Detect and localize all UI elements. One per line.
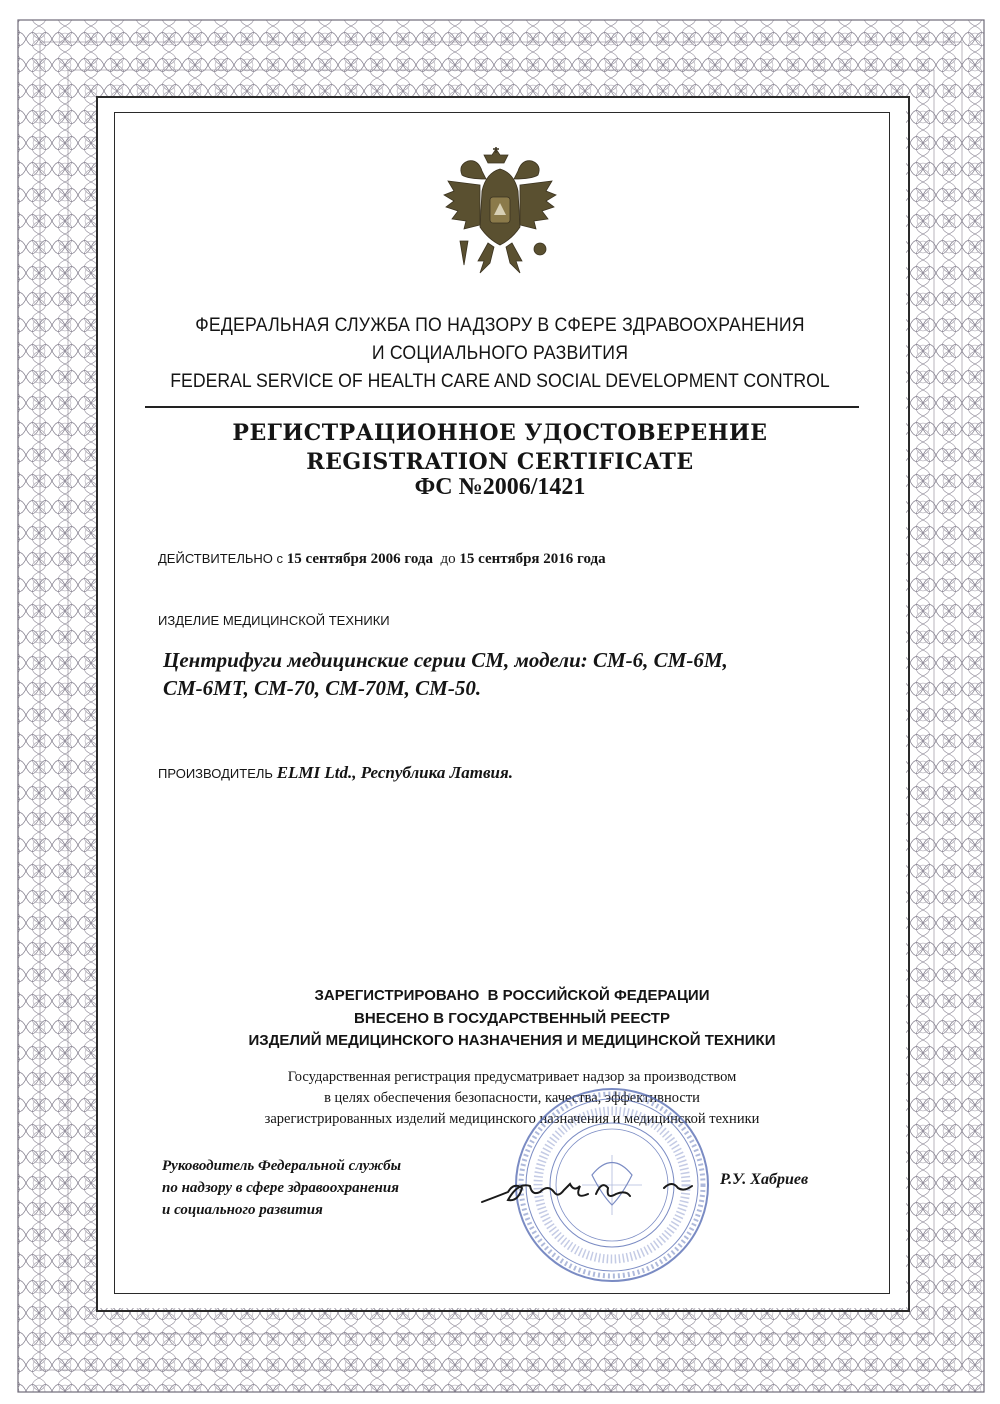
validity-from: 15 сентября 2006 года <box>286 551 434 567</box>
manufacturer-label: ПРОИЗВОДИТЕЛЬ <box>158 766 273 781</box>
signatory-title-line2: по надзору в сфере здравоохранения <box>162 1180 399 1196</box>
header-divider <box>145 406 859 408</box>
registration-note-line3: зарегистрированных изделий медицинского назначения и медицинской техники <box>264 1111 760 1127</box>
product-label: ИЗДЕЛИЕ МЕДИЦИНСКОЙ ТЕХНИКИ <box>158 613 390 628</box>
product-name-line1: Центрифуги медицинские серии СМ, модели: СМ-6, СМ-6М, <box>163 648 728 672</box>
registration-line3: ИЗДЕЛИЙ МЕДИЦИНСКОГО НАЗНАЧЕНИЯ И МЕДИЦИНСКОЙ ТЕХНИКИ <box>248 1032 776 1049</box>
validity-to-label: до <box>440 551 456 567</box>
signatory-name: Р.У. Хабриев <box>720 1171 809 1188</box>
certificate-number: ФС №2006/1421 <box>414 474 586 500</box>
registration-note-line2: в целях обеспечения безопасности, качества, эффективности <box>324 1090 700 1106</box>
signatory-title-line1: Руководитель Федеральной службы <box>162 1158 402 1174</box>
validity-label: ДЕЙСТВИТЕЛЬНО с <box>158 551 284 566</box>
manufacturer-line <box>158 763 513 783</box>
manufacturer-value: ELMI Ltd., Республика Латвия. <box>276 763 514 782</box>
validity-to: 15 сентября 2016 года <box>459 551 606 567</box>
agency-name-ru-line2: И СОЦИАЛЬНОГО РАЗВИТИЯ <box>371 343 629 364</box>
validity-line <box>158 551 606 568</box>
certificate-title-ru: РЕГИСТРАЦИОННОЕ УДОСТОВЕРЕНИЕ <box>232 420 768 446</box>
signatory-title-line3: и социального развития <box>162 1202 323 1218</box>
registration-line2: ВНЕСЕНО В ГОСУДАРСТВЕННЫЙ РЕЕСТР <box>354 1010 670 1027</box>
agency-name-en: FEDERAL SERVICE OF HEALTH CARE AND SOCIAL DEVELOPMENT CONTROL <box>170 371 830 392</box>
handwritten-signature <box>478 1158 718 1228</box>
registration-note-line1: Государственная регистрация предусматривает надзор за производством <box>287 1069 737 1085</box>
eagle-emblem-icon <box>440 145 560 280</box>
registration-line1: ЗАРЕГИСТРИРОВАНО В РОССИЙСКОЙ ФЕДЕРАЦИИ <box>314 987 710 1004</box>
agency-name-ru-line1: ФЕДЕРАЛЬНАЯ СЛУЖБА ПО НАДЗОРУ В СФЕРЕ ЗДРАВООХРАНЕНИЯ <box>195 315 805 336</box>
certificate-title-en: REGISTRATION CERTIFICATE <box>306 449 694 475</box>
product-name-line2: СМ-6МТ, СМ-70, СМ-70М, СМ-50. <box>163 676 482 700</box>
